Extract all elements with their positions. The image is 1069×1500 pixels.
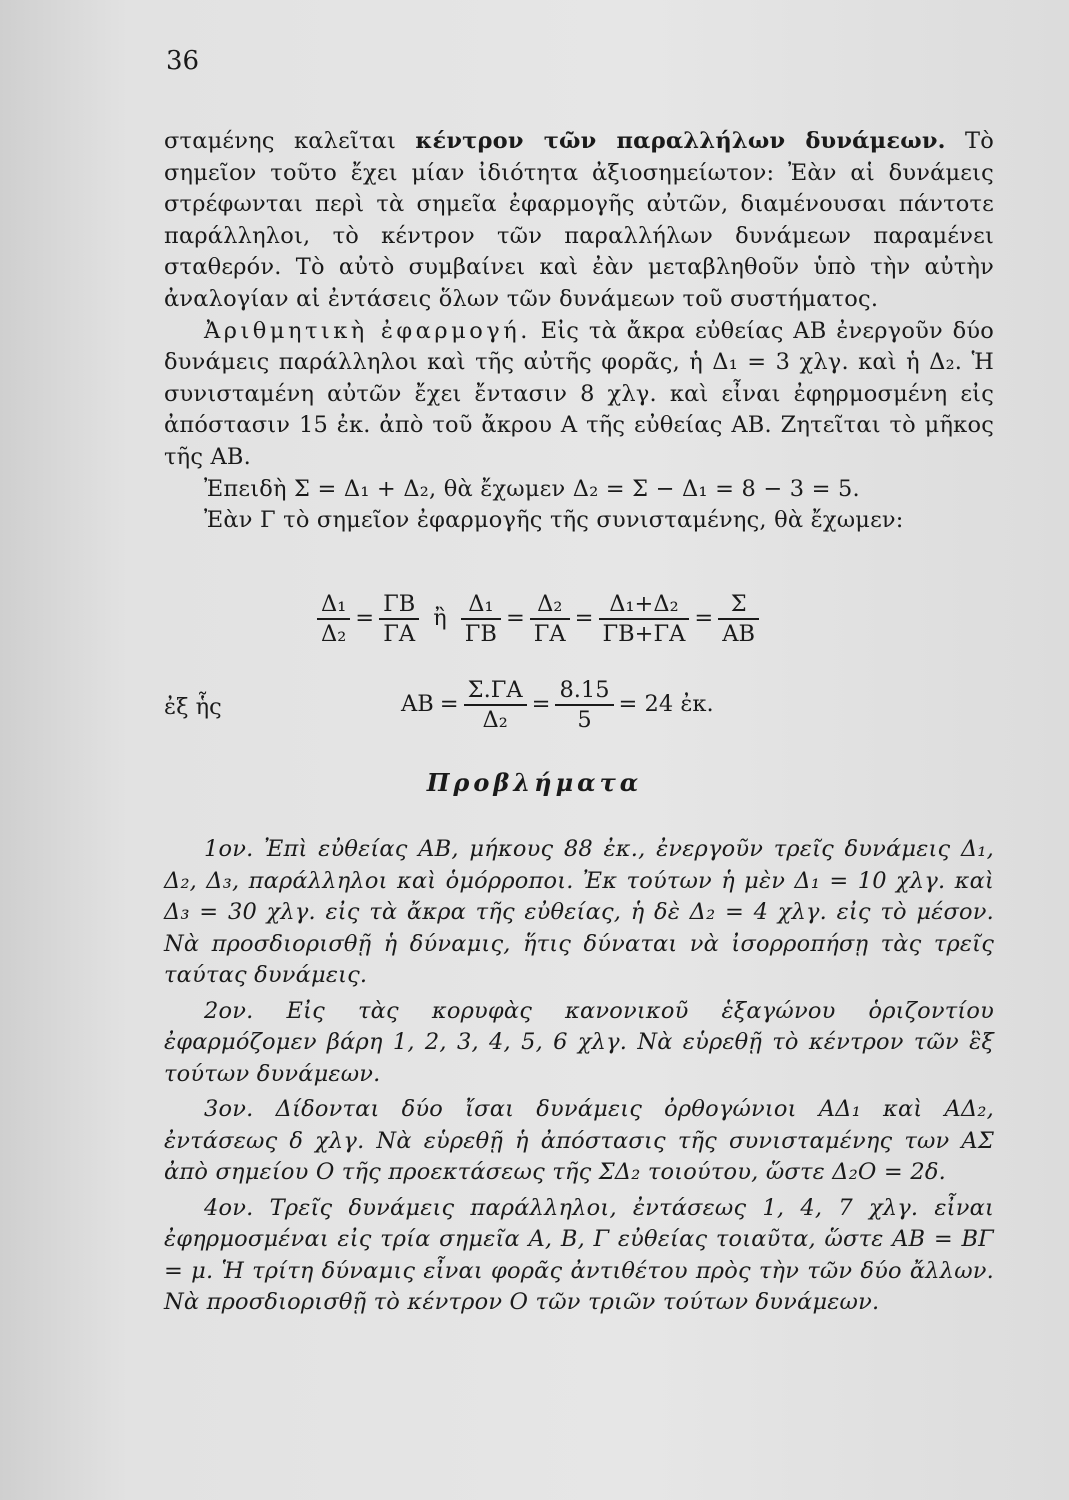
fraction-gb-ga — [379, 590, 419, 648]
problem-text: Ἐπὶ εὐθείας ΑΒ, μήκους 88 ἐκ., ἐνεργοῦν τρεῖς δυνάμεις Δ₁, Δ₂, Δ₃, παράλληλοι καὶ ὁμόρροποι. Ἐκ τούτων ἡ μὲν Δ₁ = 10 χλγ. καὶ Δ₃ = 30 χλγ. εἰς τὰ ἄκρα τῆς εὐθείας, ἡ δὲ Δ₂ = 4 χλγ. εἰς τὸ μέσον. Νὰ προσδιορισθῇ ἡ δύναμις, ἥτις δύναται νὰ ἰσορροπήσῃ τὰς τρεῖς ταύτας δυνάμεις. — [164, 836, 994, 988]
equals-sign: = — [355, 605, 375, 632]
example-label: Ἀριθμητικὴ ἐφαρμογή. — [204, 317, 531, 344]
problem-number: 2ον. — [204, 997, 254, 1024]
frac-denominator: Δ₂ — [321, 621, 347, 647]
frac-numerator: Σ.ΓΑ — [464, 676, 527, 706]
frac-denominator: ΓΑ — [533, 621, 566, 647]
problem-2 — [164, 996, 994, 1091]
problem-4 — [164, 1193, 994, 1319]
problem-3 — [164, 1094, 994, 1189]
fraction-d1-d2 — [317, 590, 350, 648]
problems-list — [164, 834, 994, 1319]
lhs-ab: ΑΒ — [401, 691, 434, 718]
problem-1 — [164, 834, 994, 992]
frac-denominator: ΑΒ — [722, 621, 756, 647]
page-number: 36 — [166, 46, 200, 76]
example-text: Εἰς τὰ ἄκρα εὐθείας ΑΒ ἐνεργοῦν δύο δυνάμεις παράλληλοι καὶ τῆς αὐτῆς φορᾶς, ἡ Δ₁ = 3 χλγ. καὶ ἡ Δ₂. Ἡ συνισταμένη αὐτῶν ἔχει ἔντασιν 8 χλγ. καὶ εἶναι ἐφηρμοσμένη εἰς ἀπόστασιν 15 ἐκ. ἀπὸ τοῦ ἄκρου Α τῆς εὐθείας ΑΒ. Ζητεῖται τὸ μῆκος τῆς ΑΒ. — [164, 317, 994, 470]
frac-numerator: Σ — [718, 590, 759, 620]
result-value: = 24 ἐκ. — [618, 691, 714, 718]
equation-ab — [398, 676, 898, 734]
eq2-prefix: ἐξ ἧς — [164, 694, 222, 720]
equals-sign: = — [574, 605, 594, 632]
frac-denominator: ΓΒ — [464, 621, 497, 647]
fraction-d1-gb — [461, 590, 501, 648]
frac-denominator: Δ₂ — [482, 707, 508, 733]
equals-sign: = — [439, 691, 459, 718]
equals-sign: = — [531, 691, 551, 718]
since-line: Ἐπειδὴ Σ = Δ₁ + Δ₂, θὰ ἔχωμεν Δ₂ = Σ − Δ₁ = 8 − 3 = 5. — [204, 475, 860, 502]
intro-text-a: σταμένης καλεῖται — [164, 128, 416, 154]
frac-numerator: Δ₁ — [461, 590, 501, 620]
problem-number: 3ον. — [204, 1096, 254, 1122]
frac-numerator: Δ₁ — [317, 590, 350, 620]
problem-number: 4ον. — [204, 1194, 254, 1221]
intro-bold-term: κέντρον τῶν παραλλήλων δυνάμεων. — [415, 128, 946, 154]
equals-sign: = — [505, 605, 525, 632]
if-g-line: Ἐὰν Γ τὸ σημεῖον ἐφαρμογῆς τῆς συνισταμένης, θὰ ἔχωμεν: — [204, 507, 904, 534]
intro-section — [164, 126, 994, 537]
fraction-numbers — [555, 676, 613, 734]
problem-number: 1ον. — [204, 836, 254, 862]
fraction-sum — [599, 590, 690, 648]
fraction-s-ga — [464, 676, 527, 734]
intro-paragraph — [164, 126, 994, 316]
equation-proportion — [315, 590, 915, 648]
fraction-s-ab — [718, 590, 759, 648]
problems-heading: Προβλήματα — [426, 768, 643, 797]
example-paragraph — [164, 316, 994, 474]
frac-denominator: 5 — [577, 707, 592, 733]
frac-numerator: Δ₁+Δ₂ — [599, 590, 690, 620]
or-word: ἢ — [433, 605, 447, 632]
equals-sign: = — [694, 605, 714, 632]
intro-text-b: Τὸ σημεῖον τοῦτο ἔχει μίαν ἰδιότητα ἀξιοσημείωτον: Ἐὰν αἱ δυνάμεις στρέφωνται περὶ τὰ σημεῖα ἐφαρμογῆς αὐτῶν, διαμένουσαι πάντοτε παράλληλοι, τὸ κέντρον τῶν παραλλήλων δυνάμεων παραμένει σταθερόν. Τὸ αὐτὸ συμβαίνει καὶ ἐὰν μεταβληθοῦν ὑπὸ τὴν αὐτὴν ἀναλογίαν αἱ ἐντάσεις ὅλων τῶν δυνάμεων τοῦ συστήματος. — [164, 128, 995, 312]
problem-text: Εἰς τὰς κορυφὰς κανονικοῦ ἑξαγώνου ὁριζοντίου ἐφαρμόζομεν βάρη 1, 2, 3, 4, 5, 6 χλγ. Νὰ εὑρεθῇ τὸ κέντρον τῶν ἓξ τούτων δυνάμεων. — [164, 997, 995, 1087]
frac-denominator: ΓΒ+ΓΑ — [602, 621, 686, 647]
problem-text: Δίδονται δύο ἴσαι δυνάμεις ὀρθογώνιοι ΑΔ₁ καὶ ΑΔ₂, ἐντάσεως δ χλγ. Νὰ εὑρεθῇ ἡ ἀπόστασις τῆς συνισταμένης των ΑΣ ἀπὸ σημείου Ο τῆς προεκτάσεως τῆς ΣΔ₂ τοιούτου, ὥστε Δ₂Ο = 2δ. — [164, 1096, 994, 1185]
frac-denominator: ΓΑ — [383, 621, 416, 647]
problem-text: Τρεῖς δυνάμεις παράλληλοι, ἐντάσεως 1, 4, 7 χλγ. εἶναι ἐφηρμοσμέναι εἰς τρία σημεῖα Α, Β, Γ εὐθείας τοιαῦτα, ὥστε ΑΒ = ΒΓ = μ. Ἡ τρίτη δύναμις εἶναι φορᾶς ἀντιθέτου πρὸς τὴν τῶν δύο ἄλλων. Νὰ προσδιορισθῇ τὸ κέντρον Ο τῶν τριῶν τούτων δυνάμεων. — [164, 1194, 994, 1315]
frac-numerator: 8.15 — [555, 676, 613, 706]
fraction-d2-ga — [530, 590, 570, 648]
frac-numerator: ΓΒ — [379, 590, 419, 620]
frac-numerator: Δ₂ — [530, 590, 570, 620]
